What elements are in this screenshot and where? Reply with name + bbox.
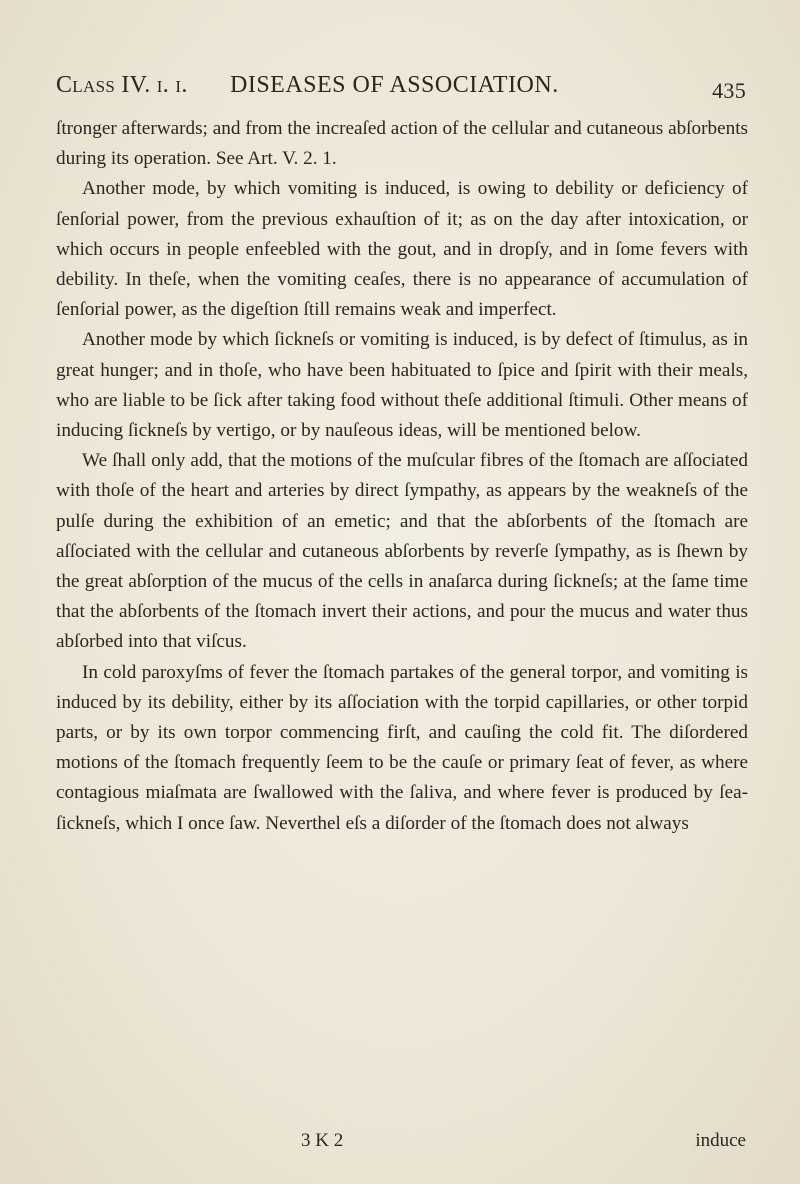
page-number: 435 — [712, 78, 746, 103]
running-header — [56, 72, 746, 106]
page-footer — [56, 1130, 746, 1160]
paragraph-2: Another mode, by which vomiting is induced, is owing to debility or deficiency of ſenſorial power, from the previous exhauſtion of it; as on the day after intoxication, or which occurs in people enfeebled with the gout, and in dropſy, and in ſome fevers with debility. In theſe, when the vomiting ceaſes, there is no appearance of accumulation of ſenſorial power, as the digeſtion ſtill remains weak and imperfect. — [56, 178, 748, 321]
catchword: induce — [695, 1130, 746, 1151]
header-class-section: Class IV. i. i. — [56, 72, 188, 98]
body-text — [56, 114, 748, 839]
header-title: DISEASES OF ASSOCIATION. — [230, 72, 559, 98]
paragraph-3: Another mode by which ſickneſs or vomiting is induced, is by defect of ſtimulus, as in great hunger; and in thoſe, who have been habituated to ſpice and ſpirit with their meals, who are liable to be ſick after taking food without theſe additional ſtimuli. Other means of inducing ſickneſs by vertigo, or by nauſeous ideas, will be mentioned below. — [56, 329, 748, 442]
paragraph-1: ſtronger afterwards; and from the increaſed action of the cellular and cutaneous abſorbents during its operation. See Art. V. 2. 1. — [56, 118, 748, 170]
paragraph-4: We ſhall only add, that the motions of the muſcular fibres of the ſtomach are aſſociated with thoſe of the heart and arteries by direct ſympathy, as appears by the weakneſs of the pulſe during the exhibition of an emetic; and that the abſorbents of the ſtomach are aſſociated with the cellular and cutaneous abſorbents by reverſe ſympathy, as is ſhewn by the great abſorption of the mucus of the cells in anaſarca during ſickneſs; at the ſame time that the abſorbents of the ſtomach invert their actions, and pour the mucus and water thus abſorbed into that viſcus. — [56, 450, 748, 653]
paragraph-5: In cold paroxyſms of fever the ſtomach partakes of the general torpor, and vomiting is induced by its debility, either by its aſſociation with the torpid capillaries, or other torpid parts, or by its own torpor commencing firſt, and cauſing the cold fit. The diſordered motions of the ſtomach frequently ſeem to be the cauſe or primary ſeat of fever, as where contagious miaſmata are ſwallowed with the ſaliva, and where fever is produced by ſea-ſickneſs, which I once ſaw. Neverthel eſs a diſorder of the ſtomach does not always — [56, 661, 748, 834]
signature-mark: 3 K 2 — [301, 1130, 344, 1151]
